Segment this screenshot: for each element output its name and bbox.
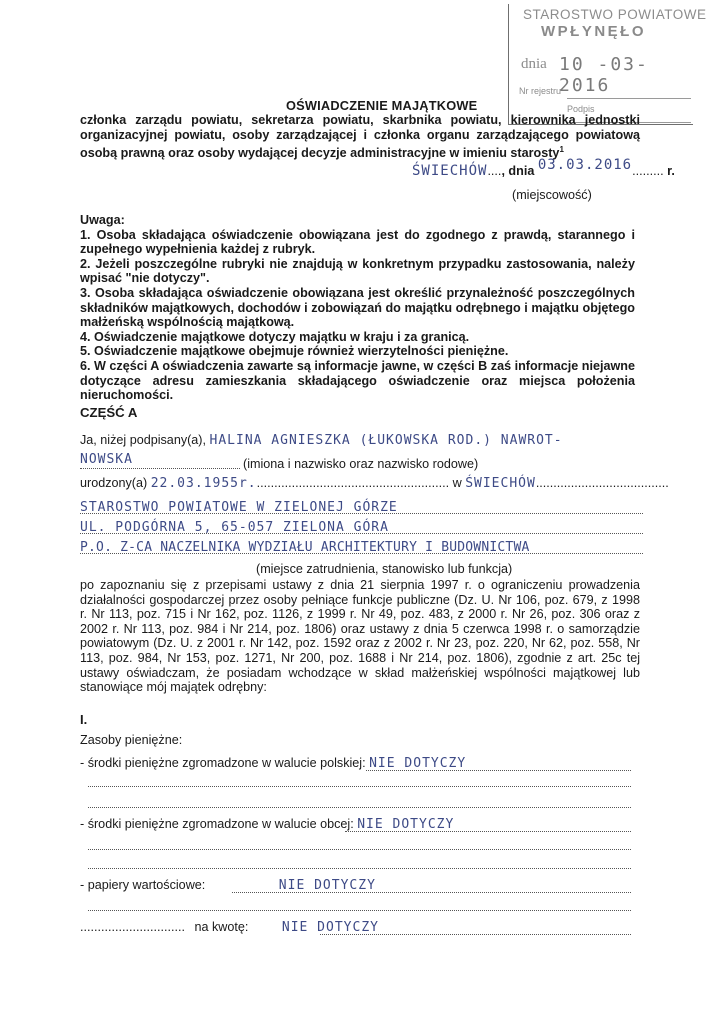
employment-text: UL. PODGÓRNA 5, 65-057 ZIELONA GÓRA (80, 520, 389, 535)
stamp-received: WPŁYNĘŁO (541, 23, 646, 40)
document-title: OŚWIADCZENIE MAJĄTKOWE (286, 98, 478, 113)
subtitle-footnote: 1 (559, 144, 564, 154)
legal-paragraph: po zapoznaniu się z przepisami ustawy z dnia 21 sierpnia 1997 r. o ograniczeniu prowadzenia działalności gospodarczej przez osoby pełniące funkcje publiczne (Dz. U. Nr 106, poz. 679, z 1998 r. Nr 113, poz. 715 i Nr 162, poz. 1126, z 1999 r. Nr 49, poz. 483, z 2000 r. Nr 26, poz. 306 oraz z 2002 r. Nr 113, poz. 984 i Nr 214, poz. 1806) oraz ustawy z dnia 5 czerwca 1998 r. o samorządzie powiatowym (Dz. U. z 2001 r. Nr 142, poz. 1592 oraz z 2002 r. Nr 23, poz. 220, Nr 62, poz. 558, Nr 113, poz. 984, Nr 153, poz. 1271, Nr 200, poz. 1688 i Nr 214, poz. 1806), zgodnie z art. 25c tej ustawy oświadczam, że posiadam wchodzące w skład małżeńskiej wspólności majątkowej lub stanowiące mój majątek odrębny: (80, 578, 640, 695)
born-label: urodzony(a) (80, 476, 148, 490)
born-place: ŚWIECHÓW (465, 476, 536, 491)
dotted-line (80, 553, 643, 554)
born-in-label: w (452, 476, 462, 490)
place-caption: (miejscowość) (512, 188, 592, 202)
stamp-register-label: Nr rejestru (519, 86, 562, 96)
dotted-line (366, 770, 631, 771)
section-i-heading: I. (80, 712, 88, 727)
date-dots: ......... (632, 164, 664, 178)
name-caption: (imiona i nazwisko oraz nazwisko rodowe) (243, 457, 479, 471)
part-a-heading: CZĘŚĆ A (80, 405, 138, 420)
place-dots: .... (487, 164, 502, 178)
pln-label: - środki pieniężne zgromadzone w walucie polskiej: (80, 756, 366, 770)
stamp-date: 10 -03- 2016 (559, 54, 649, 96)
amount-label: na kwotę: (194, 920, 249, 934)
date-prefix: , dnia (501, 164, 535, 178)
note-item: 3. Osoba składająca oświadczenie obowiązana jest określić przynależność poszczególnych składników majątkowych, dochodów i zobowiązań do majątku odrębnego i majątku objętego małżeńską wspólnością majątkową. (80, 285, 635, 330)
stamp-office: STAROSTWO POWIATOWE (523, 7, 707, 22)
foreign-value: NIE DOTYCZY (357, 817, 455, 832)
date-suffix: r. (667, 164, 675, 178)
note-item: 1. Osoba składająca oświadczenie obowiązana jest do zgodnego z prawdą, starannego i zupełnego wypełnienia każdej z rubryk. (80, 227, 635, 257)
dotted-line (232, 892, 631, 893)
dotted-line (88, 849, 631, 850)
name-handwritten: HALINA AGNIESZKA (ŁUKOWSKA ROD.) NAWROT- (209, 433, 563, 448)
birth-row: urodzony(a) 22.03.1955r........................................................ w ŚWIECHÓW...................................... (80, 476, 669, 491)
dotted-line (88, 910, 631, 911)
pln-value: NIE DOTYCZY (369, 756, 467, 771)
securities-value: NIE DOTYCZY (278, 878, 376, 893)
securities-label: - papiery wartościowe: (80, 878, 206, 892)
dotted-line (80, 513, 643, 514)
dotted-line (80, 533, 643, 534)
place-handwritten: ŚWIECHÓW (412, 163, 488, 179)
name-handwritten-cont: NOWSKA (80, 452, 133, 467)
signed-label: Ja, niżej podpisany(a), (80, 433, 207, 447)
notes-block (80, 213, 635, 403)
foreign-label: - środki pieniężne zgromadzone w walucie obcej: (80, 817, 354, 831)
dotted-line (88, 786, 631, 787)
amount-prefix: .............................. (80, 920, 185, 934)
note-item: 2. Jeżeli poszczególne rubryki nie znajdują w konkretnym przypadku zastosowania, należy wpisać "nie dotyczy". (80, 256, 635, 286)
stamp-date-label: dnia (521, 56, 547, 72)
dotted-line (80, 468, 240, 469)
dotted-line (320, 934, 631, 935)
subtitle-text: członka zarządu powiatu, sekretarza powiatu, skarbnika powiatu, kierownika jednostki organizacyjnej powiatu, osoby zarządzającej i członka organu zarządzającego powiatową osobą prawną oraz osoby wydającej decyzje administracyjne w imieniu starosty (80, 113, 640, 160)
stamp-divider (567, 98, 691, 99)
note-item: 5. Oświadczenie majątkowe obejmuje również wierzytelności pieniężne. (80, 344, 509, 359)
note-item: 4. Oświadczenie majątkowe dotyczy majątku w kraju i za granicą. (80, 329, 470, 344)
dotted-line (88, 807, 631, 808)
dotted-line (345, 831, 631, 832)
document-subtitle (80, 113, 640, 161)
stamp-signature-label: Podpis (567, 104, 595, 114)
name-row (80, 433, 563, 449)
notes-heading: Uwaga: (80, 213, 125, 227)
born-date: 22.03.1955r. (150, 476, 257, 491)
dotted-line (88, 868, 631, 869)
place-date-line (412, 157, 675, 179)
received-stamp (508, 4, 707, 125)
section-i-intro: Zasoby pieniężne: (80, 733, 183, 747)
amount-value: NIE DOTYCZY (281, 920, 379, 935)
employment-caption: (miejsce zatrudnienia, stanowisko lub funkcja) (256, 562, 513, 576)
employment-text: P.O. Z-CA NACZELNIKA WYDZIAŁU ARCHITEKTURY I BUDOWNICTWA (80, 540, 530, 555)
date-handwritten: 03.03.2016 (537, 157, 633, 173)
note-item: 6. W części A oświadczenia zawarte są informacje jawne, w części B zaś informacje niejawne dotyczące adresu zamieszkania składającego oświadczenie oraz miejsca położenia nieruchomości. (80, 358, 635, 403)
employment-text: STAROSTWO POWIATOWE W ZIELONEJ GÓRZE (80, 500, 398, 515)
name-row-cont (80, 450, 133, 468)
